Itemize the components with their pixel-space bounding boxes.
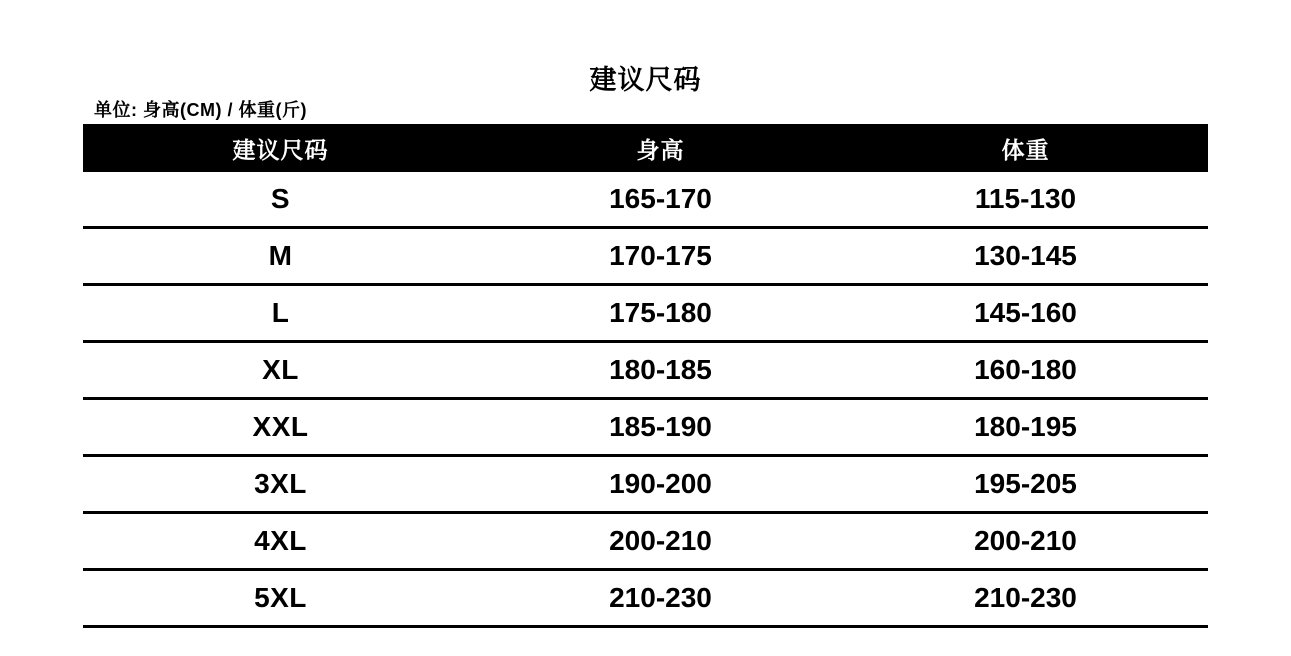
cell-size: M (83, 228, 478, 285)
size-chart-table (83, 124, 1208, 628)
cell-size: XL (83, 342, 478, 399)
unit-note: 单位: 身高(CM) / 体重(斤) (94, 100, 307, 120)
cell-size: XXL (83, 399, 478, 456)
page-title: 建议尺码 (589, 65, 702, 95)
cell-size: 3XL (83, 456, 478, 513)
column-header-weight: 体重 (843, 124, 1208, 172)
cell-size: 4XL (83, 513, 478, 570)
table-row (83, 342, 1208, 399)
cell-height: 210-230 (478, 570, 843, 627)
cell-height: 185-190 (478, 399, 843, 456)
cell-height: 190-200 (478, 456, 843, 513)
table-row (83, 285, 1208, 342)
cell-weight: 145-160 (843, 285, 1208, 342)
cell-weight: 180-195 (843, 399, 1208, 456)
cell-height: 165-170 (478, 172, 843, 228)
cell-height: 180-185 (478, 342, 843, 399)
cell-weight: 210-230 (843, 570, 1208, 627)
table-header (83, 124, 1208, 172)
cell-weight: 115-130 (843, 172, 1208, 228)
table-body (83, 172, 1208, 627)
cell-size: L (83, 285, 478, 342)
table-row (83, 513, 1208, 570)
table-header-row (83, 124, 1208, 172)
cell-height: 175-180 (478, 285, 843, 342)
column-header-height: 身高 (478, 124, 843, 172)
table-row (83, 570, 1208, 627)
table-row (83, 172, 1208, 228)
cell-size: 5XL (83, 570, 478, 627)
cell-height: 200-210 (478, 513, 843, 570)
cell-size: S (83, 172, 478, 228)
table-row (83, 456, 1208, 513)
cell-weight: 160-180 (843, 342, 1208, 399)
table-row (83, 228, 1208, 285)
cell-weight: 200-210 (843, 513, 1208, 570)
column-header-size: 建议尺码 (83, 124, 478, 172)
cell-weight: 130-145 (843, 228, 1208, 285)
cell-height: 170-175 (478, 228, 843, 285)
cell-weight: 195-205 (843, 456, 1208, 513)
table-row (83, 399, 1208, 456)
